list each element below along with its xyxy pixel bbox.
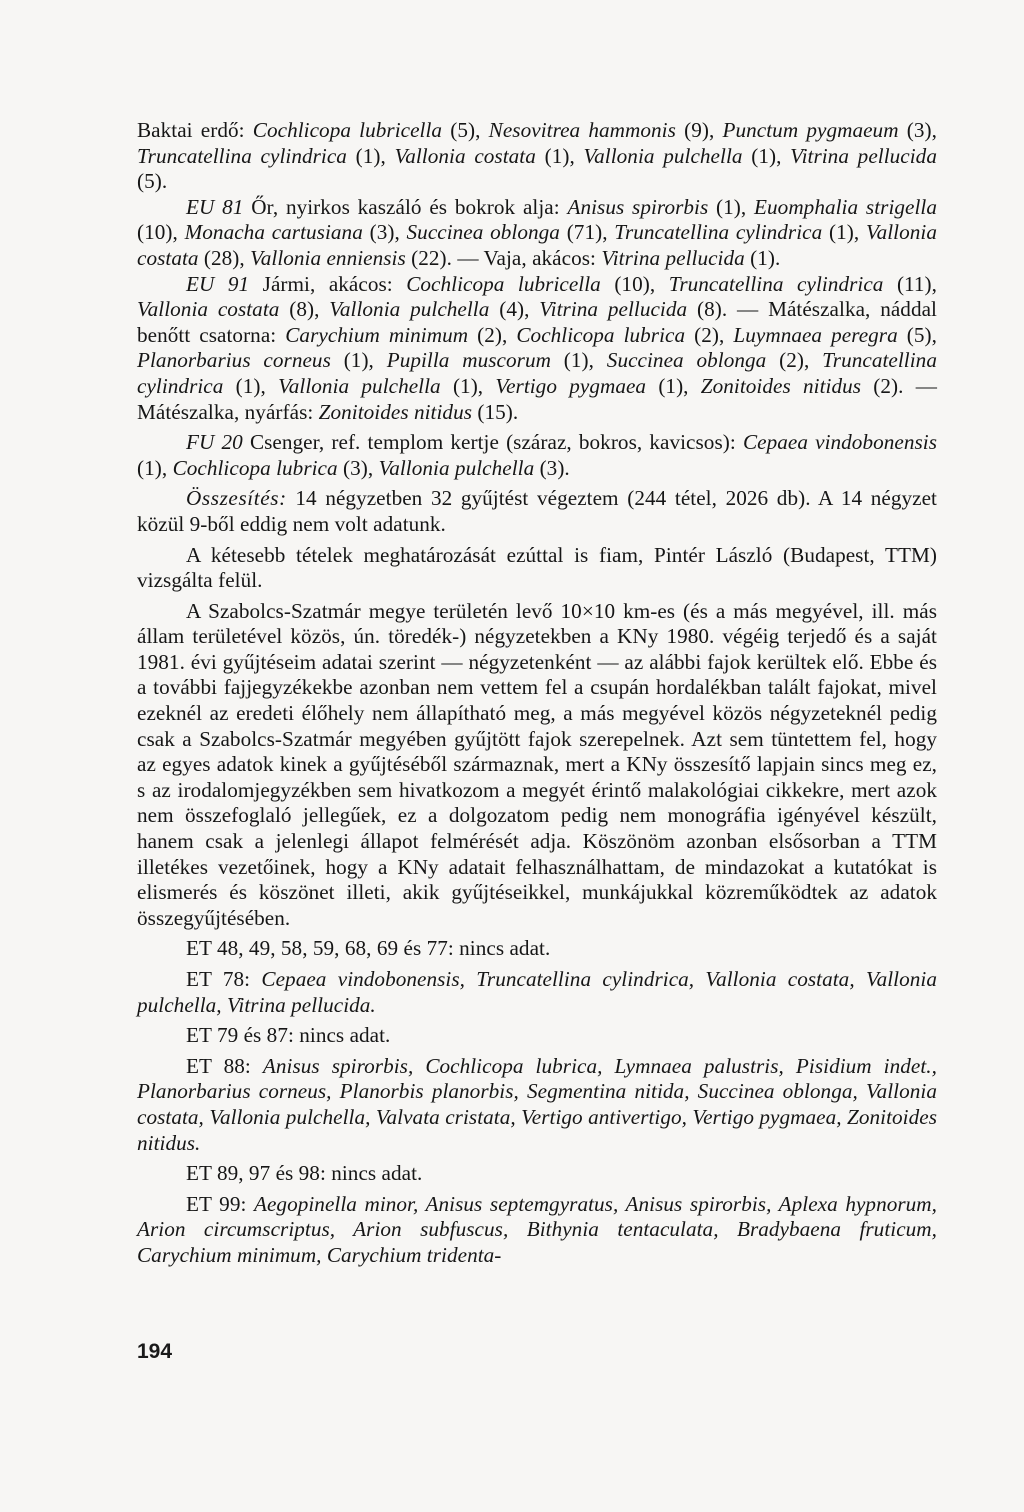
italic-text: Punctum pygmaeum [722, 118, 899, 142]
paragraph [137, 1054, 937, 1156]
italic-text: Vallonia costata [137, 297, 280, 322]
text-run: (1), [535, 143, 584, 168]
text-run: (3), [337, 455, 379, 480]
text-run: (1), [646, 373, 701, 398]
italic-text: Carychium minimum [285, 322, 469, 347]
italic-text: Zonitoides nitidus [318, 399, 473, 424]
italic-text: Cochlicopa lubricella [252, 118, 443, 142]
italic-text: Truncatellina cylindrica [614, 220, 823, 245]
italic-text: Cochlicopa lubrica [516, 322, 686, 347]
italic-text: Vallonia pulchella [329, 297, 490, 322]
text-run: ET 79 és 87: nincs adat. [186, 1023, 391, 1048]
paragraph [137, 936, 937, 962]
text-run: (71), [559, 220, 615, 245]
text-run: Csenger, ref. templom kertje (száraz, bokros, kavicsos): [242, 430, 743, 455]
italic-text: Truncatellina cylindrica [668, 271, 884, 296]
italic-text: Cochlicopa lubrica [172, 455, 338, 480]
italic-text: Vertigo pygmaea [495, 373, 647, 398]
italic-text: Vallonia costata [137, 220, 937, 270]
italic-text: Vitrina pellucida [790, 143, 937, 168]
paragraph [137, 195, 937, 272]
italic-text: Vallonia pulchella [278, 373, 441, 398]
italic-text: Succinea oblonga [606, 348, 767, 373]
text-run: A Szabolcs-Szatmár megye területén levő 10×10 km-es (és a más megyével, ill. más állam területével közös, ún. töredék-) négyzetekben a KNy 1980. végéig terjedő és a saját 1981. évi gyűjtéseim adatai szerint — négyzetenként — az alábbi fajok kerültek elő. Ebbe és a további fajjegyzékekbe azonban nem vettem fel a csupán hordalékban talált fajokat, mivel ezeknél az eredeti élőhely nem állapítható meg, a más megyével közös négyzeteknél pedig csak a Szabolcs-Szatmár megyében gyűjtött fajok szerepelnek. Azt sem tüntettem fel, hogy az egyes adatok kinek a gyűjtéséből származnak, mert a KNy összesítő lapjain sincs meg ez, s az irodalomjegyzékben sem hivatkozom a megyét érintő malakológiai cikkekre, mert azok nem összefoglaló jellegűek, ez a dolgozatom pedig nem monográfia igényével készült, hanem csak a jelenlegi állapot felmérését adja. Köszönöm azonban elsősorban a TTM illetékes vezetőinek, hogy a KNy adatait felhasználhattam, de mindazokat a kutatókat is elismerés és köszönet illeti, akik gyűjtéseikkel, munkájukkal közreműködtek az adatok összegyűjtésében. [137, 598, 937, 930]
text-run: (1), [822, 220, 866, 245]
text-run: (2), [468, 322, 517, 347]
paragraph [137, 1192, 937, 1269]
paragraph [137, 118, 937, 195]
text-run: (11), [883, 271, 938, 296]
italic-text: Truncatellina cylindrica [137, 143, 347, 168]
italic-text: Pupilla muscorum [386, 348, 551, 373]
italic-text: Összesítés: [186, 486, 287, 511]
italic-text: Vitrina pellucida [601, 245, 745, 270]
page-body [137, 118, 937, 1269]
text-run: (10), [137, 220, 185, 245]
paragraph [137, 599, 937, 932]
italic-text: Anisus spirorbis, Cochlicopa lubrica, Lymnaea palustris, Pisidium indet., Planorbarius corneus, Planorbis planorbis, Segmentina nitida, Succinea oblonga, Vallonia costata, Vallonia pulchella, Valvata cristata, Vertigo antivertigo, Vertigo pygmaea, Zonitoides nitidus. [137, 1053, 937, 1155]
italic-text: Anisus spirorbis [567, 194, 709, 219]
italic-text: FU 20 [186, 430, 243, 455]
italic-text: Planorbarius corneus [137, 348, 331, 373]
text-run: 14 négyzetben 32 gyűjtést végeztem (244 tétel, 2026 db). A 14 négyzet közül 9-ből eddig nem volt adatunk. [137, 486, 937, 536]
text-run: ET 48, 49, 58, 59, 68, 69 és 77: nincs adat. [186, 936, 551, 961]
italic-text: Cepaea vindobonensis, Truncatellina cylindrica, Vallonia costata, Vallonia pulchella, Vitrina pellucida. [137, 967, 937, 1017]
italic-text: EU 81 [186, 194, 244, 219]
italic-text: Vallonia costata [394, 143, 536, 168]
italic-text: Aegopinella minor, Anisus septemgyratus, Anisus spirorbis, Aplexa hypnorum, Arion circumscriptus, Arion subfuscus, Bithynia tentaculata, Bradybaena fruticum, Carychium minimum, Carychium tridenta- [137, 1191, 937, 1267]
text-run: (1), [440, 373, 496, 398]
italic-text: Luymnaea peregra [733, 322, 898, 347]
italic-text: Vallonia pulchella [583, 143, 743, 168]
italic-text: Nesovitrea hammonis [488, 118, 676, 142]
text-run: (8). — Mátészalka, náddal benőtt csatorna: [137, 297, 937, 347]
italic-text: Vitrina pellucida [539, 297, 688, 322]
italic-text: Monacha cartusiana [184, 220, 363, 245]
text-run: (5), [442, 118, 489, 142]
text-run: (2). — Mátészalka, nyárfás: [137, 373, 937, 424]
italic-text: Cochlicopa lubricella [406, 271, 601, 296]
italic-text: Vallonia enniensis [250, 245, 406, 270]
text-run: (10), [600, 271, 669, 296]
text-run: ET 88: [186, 1053, 263, 1078]
text-run: (15). [472, 399, 519, 424]
text-run: Jármi, akácos: [249, 271, 407, 296]
text-run: (28), [198, 245, 251, 270]
text-run: (3). [534, 455, 570, 480]
italic-text: Truncatellina cylindrica [137, 348, 937, 398]
text-run: (22). — Vaja, akácos: [405, 245, 602, 270]
italic-text: Cepaea vindobonensis [742, 430, 938, 455]
text-run: Őr, nyirkos kaszáló és bokrok alja: [243, 194, 568, 219]
text-run: (1), [708, 194, 755, 219]
text-run: (8), [279, 297, 330, 322]
text-run: ET 89, 97 és 98: nincs adat. [186, 1161, 423, 1186]
paragraph [137, 967, 937, 1018]
text-run: (1), [550, 348, 607, 373]
paragraph [137, 486, 937, 537]
text-run: ET 78: [186, 967, 262, 991]
paragraph [137, 1023, 937, 1049]
text-run: (3), [898, 118, 937, 142]
text-run: (2), [766, 348, 823, 373]
text-run: (9), [675, 118, 723, 142]
text-run: A kétesebb tételek meghatározását ezúttal is fiam, Pintér László (Budapest, TTM) vizsgálta felül. [137, 542, 937, 593]
italic-text: Succinea oblonga [406, 220, 560, 245]
italic-text: EU 91 [186, 271, 250, 296]
italic-text: Vallonia pulchella [378, 455, 535, 480]
page-number: 194 [137, 1340, 173, 1363]
text-run: (1), [346, 143, 395, 168]
italic-text: Euomphalia strigella [754, 194, 937, 219]
italic-text: Zonitoides nitidus [700, 373, 862, 398]
paragraph [137, 430, 937, 481]
text-run: (1), [330, 348, 387, 373]
text-run: (4), [489, 297, 540, 322]
paragraph [137, 1161, 937, 1187]
text-run: ET 99: [186, 1191, 254, 1216]
text-run: (3), [362, 220, 407, 245]
text-run: (5), [897, 322, 937, 347]
paragraph [137, 272, 937, 426]
text-run: Baktai erdő: [137, 118, 253, 142]
text-run: (1), [223, 373, 279, 398]
paragraph [137, 543, 937, 594]
text-run: (1). [744, 245, 781, 270]
text-run: (1), [742, 143, 791, 168]
text-run: (5). [137, 169, 168, 194]
text-run: (1), [137, 455, 173, 480]
text-run: (2), [685, 322, 734, 347]
